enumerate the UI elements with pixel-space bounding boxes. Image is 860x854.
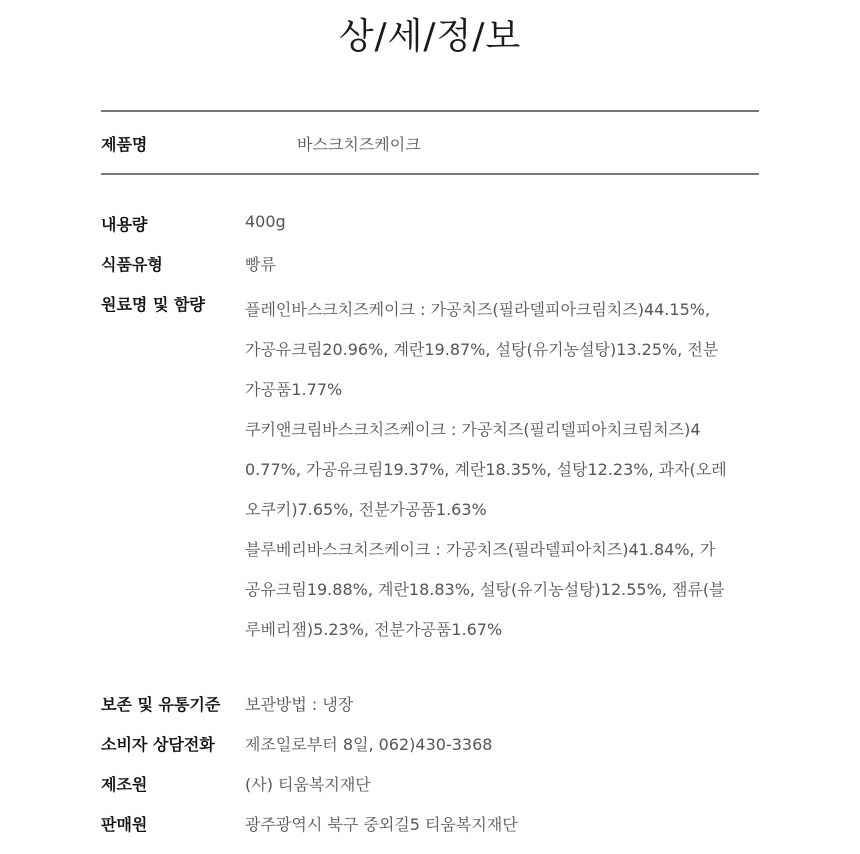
product-name-label: 제품명 <box>101 135 148 154</box>
food-type-label: 식품유형 <box>101 255 163 274</box>
ingredients-line: 가공품1.77% <box>245 380 343 399</box>
top-divider <box>101 110 759 112</box>
ingredients-line: 0.77%, 가공유크림19.37%, 계란18.35%, 설탕12.23%, 과자(오레 <box>245 460 727 479</box>
product-name-value: 바스크치즈케이크 <box>297 135 421 154</box>
seller-label: 판매원 <box>101 815 148 834</box>
food-type-value: 빵류 <box>245 255 276 274</box>
manufacturer-value: (사) 티움복지재단 <box>245 775 371 794</box>
ingredients-line: 루베리잼)5.23%, 전분가공품1.67% <box>245 620 503 639</box>
ingredients-line: 블루베리바스크치즈케이크 : 가공치즈(필라델피아치즈)41.84%, 가 <box>245 540 716 559</box>
ingredients-line: 가공유크림20.96%, 계란19.87%, 설탕(유기농설탕)13.25%, 전분 <box>245 340 719 359</box>
manufacturer-label: 제조원 <box>101 775 148 794</box>
page-title: 상/세/정/보 <box>338 16 522 57</box>
seller-value: 광주광역시 북구 중외길5 티움복지재단 <box>245 815 518 834</box>
ingredients-line: 오쿠키)7.65%, 전분가공품1.63% <box>245 500 487 519</box>
ingredients-line: 공유크림19.88%, 계란18.83%, 설탕(유기농설탕)12.55%, 잼류(블 <box>245 580 725 599</box>
contents-label: 내용량 <box>101 215 148 234</box>
product-divider <box>101 173 759 175</box>
ingredients-label: 원료명 및 함량 <box>101 295 205 314</box>
contents-value: 400g <box>245 212 286 231</box>
storage-label: 보존 및 유통기준 <box>101 695 221 714</box>
ingredients-line: 쿠키앤크림바스크치즈케이크 : 가공치즈(필리델피아치크림치즈)4 <box>245 420 701 439</box>
ingredients-text <box>245 290 761 650</box>
consultation-label: 소비자 상담전화 <box>101 735 215 754</box>
storage-value: 보관방법 : 냉장 <box>245 695 354 714</box>
consultation-value: 제조일로부터 8일, 062)430-3368 <box>245 735 493 754</box>
ingredients-line: 플레인바스크치즈케이크 : 가공치즈(필라델피아크림치즈)44.15%, <box>245 300 711 319</box>
